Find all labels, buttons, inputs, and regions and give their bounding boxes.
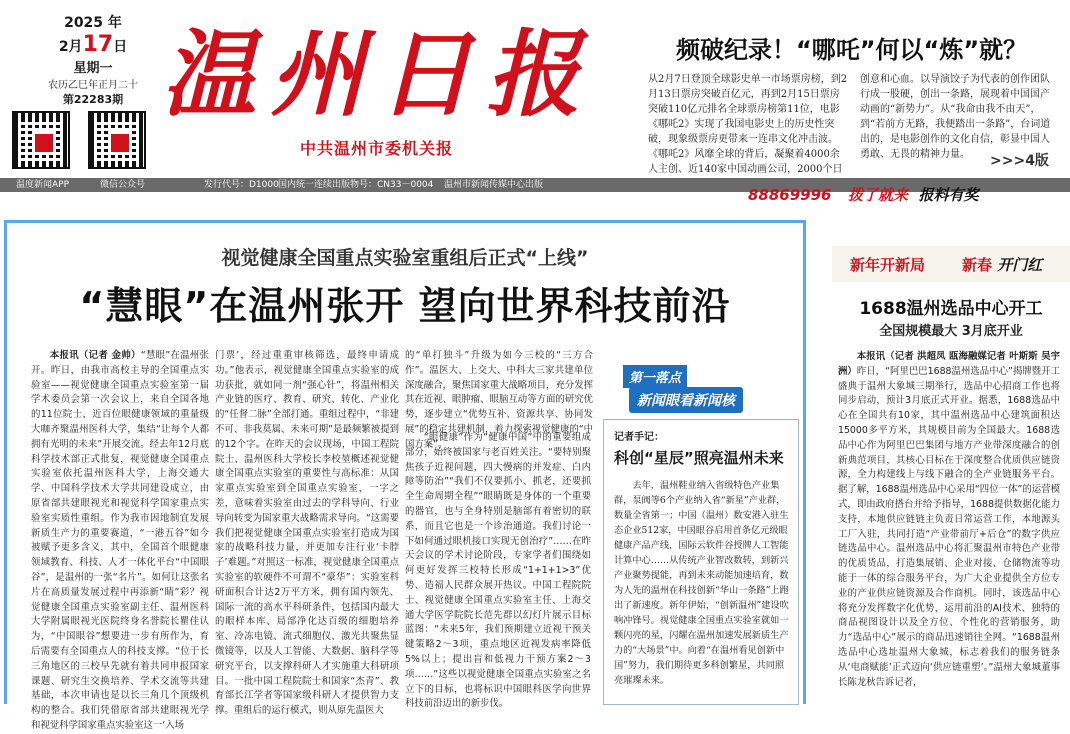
banner-spring-b: 开门红: [997, 256, 1043, 274]
slogan-b: 报料有奖: [918, 186, 979, 204]
weekday: 星期一: [73, 61, 113, 76]
banner-label: 第一落点: [623, 365, 687, 388]
new-year-banner: [832, 246, 1070, 282]
byline: 本报讯（记者 金帅）: [49, 350, 141, 361]
wechat-qr-code-icon[interactable]: [88, 111, 146, 169]
lunar-date: 农历乙巳年正月二十: [48, 80, 138, 91]
wechat-label: 微信公众号: [100, 180, 146, 190]
banner-spring-a: 新春: [962, 256, 993, 274]
main-article: [4, 220, 806, 731]
side-body-text: 昨日，“阿里巴巴1688温州选品中心”揭牌暨开工盛典于温州大象城三期举行，选品中心招商工作也将同步启动，预计3月底正式开业。据悉，1688选品中心在全国共有10家，其中温州选品中心建筑面积达15000多平方米，其规模目前为全国最大。1688选品中心作为阿里巴巴集团与地方产业带深度融合的创新典范项目，其核心目标在于深度整合优质供应链资源，全力构建线上与线下融合的全产业链服务平台。据了解，1688温州选品中心采用“四位一体”的运营模式，即由政府搭台并给予指导，1688提供数据化能力支持，本地供应链链主负责日常运营工作，本地源头工厂入驻，共同打造“产业带前厅+后仓”的数字供应链选品中心。温州选品中心将汇聚温州市特色产业带的优质货品，打造集展销、企业对接、仓储物流等功能于一体的综合服务平台，为广大企业提供全方位专业的产业供应链资源及合作商机。同时，该选品中心将充分发挥数字化优势，运用前沿的AI技术、独特的商品视图设计以及全方位、个性化的营销服务，助力“选品中心”展示的商品迅速销往全网。“1688温州选品中心选址温州大象城，标志着我们的服务链条从‘电商赋能’正式迈向‘供应链重塑’。”温州大象城董事长陈龙秋告诉记者，: [838, 365, 1060, 688]
side-article-subtitle: 全国规模最大 3月底开业: [879, 324, 1023, 339]
article-column-3-cont: [405, 431, 591, 710]
banner-new-year: 新年开新局: [850, 256, 926, 274]
year: 2025 年: [64, 15, 122, 31]
banner-slogan: 新闻眼看新闻核: [629, 387, 743, 413]
publisher: 温州市新闻传媒中心出版: [444, 180, 544, 190]
reporter-note: [603, 419, 799, 705]
masthead: [0, 0, 1070, 178]
side-article-body: [838, 350, 1060, 704]
side-article-title[interactable]: 1688温州选品中心开工: [859, 299, 1043, 319]
column-3-text: 的“单打独斗”升级为如今三校的“三方合作”。温医大、上交大、中科大三家共建单位深度融合，聚焦国家重大战略项目，充分发挥其在近视、眼肿瘤、眼脑互动等方面的研究优势，逐步建立“优势互补、资源共享、协同发展”的稳定共建机制，着力探索视觉健康的“中国方案”。: [405, 350, 593, 450]
note-title[interactable]: 科创“星辰”照亮温州未来: [614, 449, 784, 467]
top-story-column-2: 创意和心血。以导演饺子为代表的创作团队行成一股硬，创出一条路，展现着中国国产动画的“新势力”。从“我命由我不由天”，到“若前方无路，我便踏出一条路”，台词道出的，是电影创作的文化自信，彰显中国人勇敢、无畏的精神力量。: [860, 74, 1051, 160]
first-scene-banner: [617, 363, 795, 413]
side-article: [832, 226, 1070, 704]
top-story-column-1: 从2月7日登顶全球影史单一市场票房榜，到2月13日票房突破百亿元，再到2月15日票房突破110亿元排名全球票房榜第11位，电影《哪吒2》实现了我国电影史上的历史性突破，现象级票房更带来一连串文化冲击波。《哪吒2》风靡全球的背后，凝聚着4000余人主创、近140家中国动画公司，2000个日: [648, 74, 848, 175]
note-label: 记者手记：: [614, 432, 664, 443]
hotline-number[interactable]: 88869996: [748, 186, 832, 204]
slogan-a: 拨了就来: [848, 186, 909, 204]
logo-subtitle: 中共温州市委机关报: [300, 139, 454, 158]
column-1-text: “慧眼”在温州张开。昨日，由我市高校主导的全国重点实验室——视觉健康全国重点实验室第一届学术委员会第一次会议上，来自全国各地的11位院士、近百位眼健康领域的重量级大咖齐聚温州医科大学，集结“让每个人都拥有光明的未来”开展交流。经去年12月底科学技术部正式批复，视觉健康全国重点实验室依托温州医科大学，上海交通大学、中国科学技术大学共同建设成立，由原省部共建眼视光和视觉科学国家重点实验室实质性重组。作为我市因地制宜发展新质生产力的重要赛道，“一港五谷”如今被赋予更多含义，其中，全国首个眼健康领域教育、科技、人才一体化平台“中国眼谷”，是温州的一张“名片”。如何让这张名片在高质量发展过程中再添新“睛”彩？视觉健康全国重点实验室副主任、温州医科大学附属眼视光医院终身名誉院长瞿佳认为，“中国眼谷”想要进一步有所作为，育后需要有全国重点人的科技支撑。“位于长三角地区的三校早先就有着共同申报国家课题、研究生交换培养、学术交流等共建基础，本次申请也是以长三角几个顶级机构的整合。我们凭借原省部共建眼视光学和视觉科学国家重点实验室这一‘入场: [31, 350, 210, 731]
side-byline: 本报讯（记者 洪超凤 瓯海融媒记者 叶斯斯 吴宇洲）: [838, 351, 1060, 377]
banner-spring: [962, 254, 1042, 275]
day-suffix: 日: [113, 39, 128, 55]
top-story-title[interactable]: 频破纪录！“哪吒”何以“炼”就？: [676, 36, 1028, 64]
hotline-ad: [740, 186, 1070, 208]
app-label: 温度新闻APP: [16, 180, 70, 190]
cn-number: 国内统一连续出版物号：CN33－0004: [278, 180, 434, 190]
date-block: [38, 12, 148, 107]
article-column-1: [31, 349, 210, 731]
day: 17: [82, 32, 114, 57]
column-3-cont-text: “眼健康”作为“健康中国”中的重要组成部分，始终被国家与老百姓关注。“要特别聚焦孩子近视问题，四大慢病的并发症、白内障等防治”“我们不仅要抓小、抓老，还要抓全生命周期全程”“眼睛既是身体的一个重要的器官，也与全身特别是脑部有着密切的联系，而且它也是一个诊治通道。我们讨论一下如何通过眼机接口实现无创治疗”……在昨天会议的学术讨论阶段，专家学者们围绕如何更好发挥三校特长形成“1+1+1>3”优势、造福人民群众展开热议。中国工程院院士、视觉健康全国重点实验室主任、上海交通大学医学院院长范先群以幻灯片展示目标蓝图：“未来5年，我们预期建立近视干预关键策略2～3项，重点地区近视发病率降低5%以上；提出盲和低视力干预方案2～3项……”这些以视觉健康全国重点实验室之名立下的目标，也将标识中国眼科医学向世界科技前沿迈出的新步伐。: [405, 432, 591, 710]
article-column-2: [215, 349, 399, 717]
article-headline[interactable]: “慧眼”在温州张开 望向世界科技前沿: [79, 284, 731, 328]
note-body: 去年，温州鞋业纳入省级特色产业集群，泵阀等6个产业纳入省“新星”产业群，数量全省第一；中国（温州）数安港入驻生态企业512家，中国眼谷启用首条亿元级眼健康产品产线，国际云软件谷授牌人工智能计算中心……从传统产业智改数转，到新兴产业聚势提能，再到未来动能加速培育，数为人先的温州在科技创新“华山一条路”上跑出了新速度。新年伊始，“创新温州”建设吹响冲锋号。视觉健康全国重点实验室就如一颗闪亮的星，闪耀在温州加速发展新质生产力的“大场景”中。向着“在温州看见创新中国”努力，我们期待更多科创繁星，共同照亮璀璨未来。: [614, 480, 789, 686]
distribution-code: 发行代号：D1000: [204, 180, 279, 190]
article-subtitle: 视觉健康全国重点实验室重组后正式“上线”: [221, 247, 589, 269]
app-qr-code-icon[interactable]: [12, 111, 70, 169]
column-2-text: 门票’，经过重重审核筛选，最终申请成功。”他表示，视觉健康全国重点实验室的成功获批，就如同一剂“强心针”，将温州相关产业链的医疗、教育、研究、转化、产业化的“任督二脉”全部打通。重组过程中，“非建不可、非我莫属、未来可期”是最频繁被提到的12个字。在昨天的会议现场，中国工程院院士、温州医科大学校长李校堃概述视觉健康全国重点实验室的重要性与高标准：从国家重点实验室到全国重点实验室，一字之差，意味着实验室由过去的学科导向、行业导向转变为国家重大战略需求导向。“这需要我们把视觉健康全国重点实验室打造成为国家的战略科技力量，并更加专注行业‘卡脖子’难题。”对照这一标准，视觉健康全国重点实验室的软硬件不可谓不“豪华”：实验室科研面积合计达2万平方米，拥有国内领先、国际一流的高水平科研条件，包括国内最大的眼样本库、局部净化达百级的细胞培养室、冷冻电镜、流式细胞仪、激光共聚焦显微镜等，以及人工智能、大数据、脑科学等研究平台，以支撑科研人才实施重大科研项目。一批中国工程院院士和国家“杰青”、教育部长江学者等国家级科研人才提供智力支撑。重组后的运行模式，则从原先温医大: [215, 350, 399, 717]
issue-number: 第22283期: [62, 93, 124, 106]
month-day: [38, 32, 148, 57]
hotline-slogan: [848, 184, 978, 205]
month: 2月: [58, 39, 83, 55]
newspaper-logo: 温州日报: [162, 20, 595, 130]
article-column-3: [405, 349, 593, 450]
more-link[interactable]: >>>4版: [990, 153, 1049, 169]
